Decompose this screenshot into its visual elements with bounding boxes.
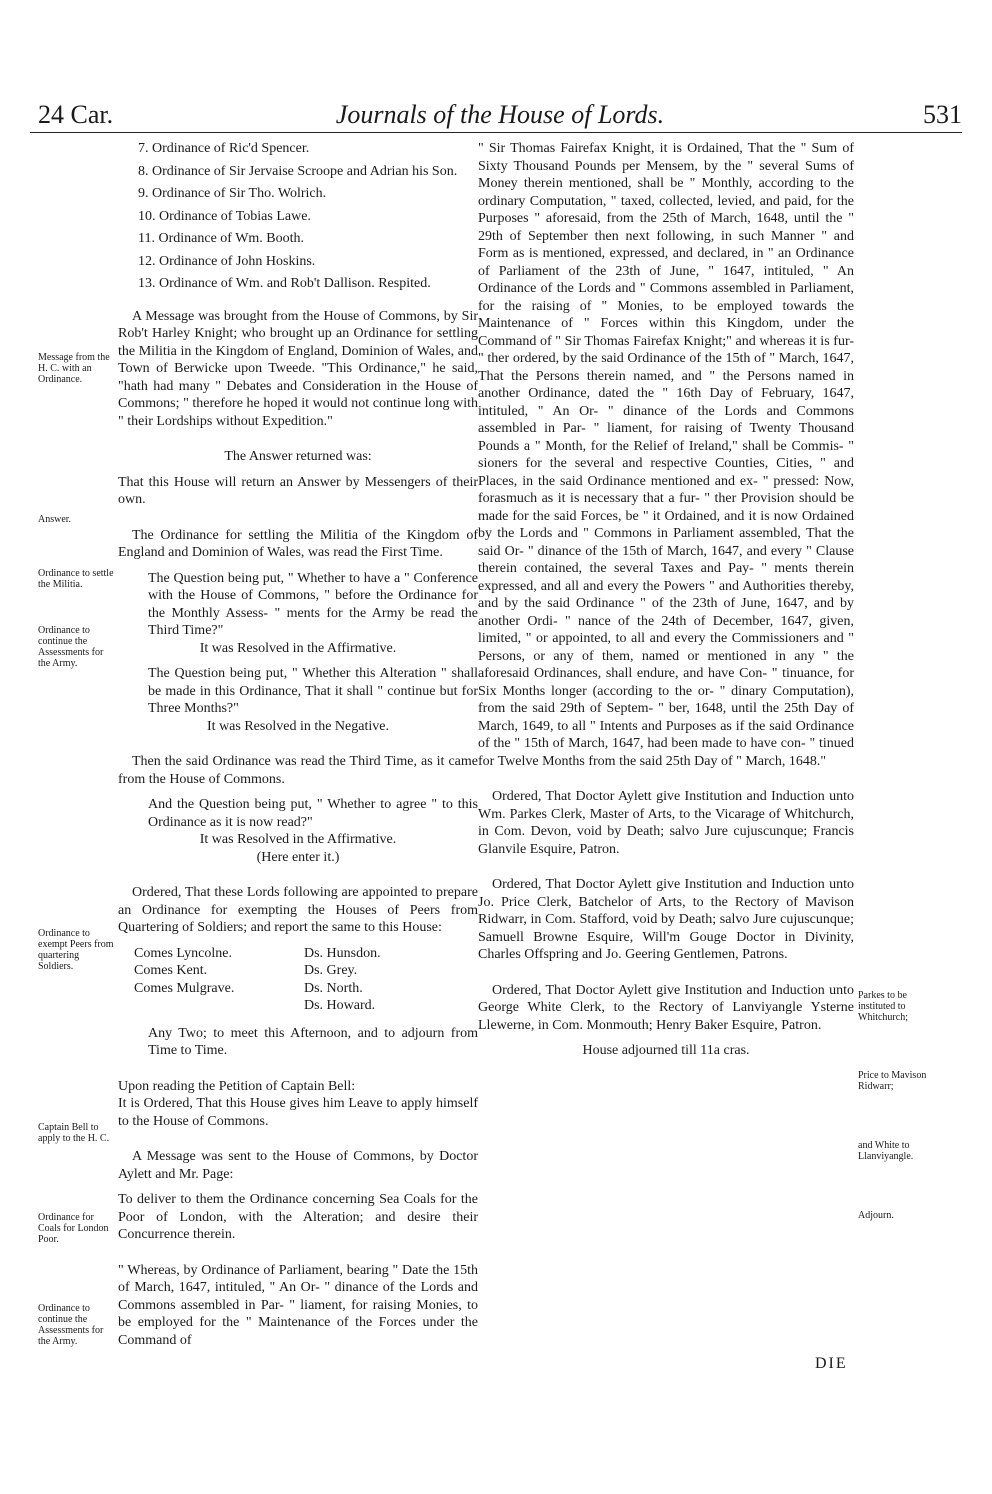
lord-name: Comes Mulgrave. bbox=[134, 980, 235, 996]
lords-list bbox=[134, 945, 478, 1015]
catchword: DIE bbox=[815, 1355, 848, 1372]
margin-note: and White to Llanviyangle. bbox=[858, 1140, 914, 1162]
paragraph: The Ordinance for settling the Militia of the Kingdom of England and Dominion of Wales, was read the First Time. bbox=[118, 527, 478, 560]
list-item: 13. Ordinance of Wm. and Rob't Dallison. Respited. bbox=[138, 276, 431, 291]
paragraph: And the Question being put, " Whether to agree " to this Ordinance as it is now read?" bbox=[148, 797, 478, 830]
paragraph: Ordered, That these Lords following are appointed to prepare an Ordinance for exempting the Houses of Peers from Quartering of Soldiers; and report the same to this House: bbox=[118, 885, 478, 935]
paragraph: It is Ordered, That this House gives him Leave to apply himself to the House of Commons. bbox=[118, 1096, 478, 1129]
margin-note: Ordinance for Coals for London Poor. bbox=[38, 1212, 109, 1245]
paragraph: Then the said Ordinance was read the Third Time, as it came from the House of Commons. bbox=[118, 754, 478, 787]
paragraph: That this House will return an Answer by Messengers of their own. bbox=[118, 474, 478, 507]
paragraph: Ordered, That Doctor Aylett give Institution and Induction unto George White Clerk, to the Rectory of Lanviyangle Ysterne Llewerne, in Com. Monmouth; Henry Baker Esquire, Patron. bbox=[478, 982, 854, 1033]
header-rule bbox=[30, 132, 962, 133]
paragraph: The Question being put, " Whether this Alteration " shall be made in this Ordinance, That it shall " continue but for Three Months?" bbox=[148, 666, 478, 716]
paragraph: " Sir Thomas Fairefax Knight, it is Ordained, That the " Sum of Sixty Thousand Pounds per Mensem, by the " several Sums of Money therein mentioned, shall be " Monthly, according to the ordinary Computation, " taxed, collected, levied, and paid, for the Purposes " aforesaid, from the 25th of March, 1648, until the " 29th of September then next following, in such Manner " and Form as is mentioned, expressed, and declared, in " an Ordinance of Parliament of the 23th of June, " 1647, intituled, " An Ordinance of the Lords and " Commons assembled in Parliament, for the raising of " Monies, to be employed towards the Maintenance of " Forces within this Kingdom, under the Command of " Sir Thomas Fairefax Knight;" and whereas it is fur- " ther ordered, by the said Ordinance of the 15th of " March, 1647, That the Persons therein named, and " the Persons named in another Ordinance, dated the " 16th Day of February, 1647, intituled, " An Or- " dinance of the Lords and Commons assembled in Par- " liament, for raising of Twenty Thousand Pounds a " Month, for the Relief of Ireland," shall be Commis- " sioners for the several and respective Counties, Cities, " and Places, in the said Ordinance mentioned and ex- " pressed: Now, forasmuch as it is necessary that a fur- " ther Provision should be made for the said Forces, be " it Ordained, and it is now Ordained by the Lords and " Commons in Parliament assembled, That the said Or- " dinance of the 15th of March, 1647, and every " Clause therein contained, the several Taxes and Pay- " ments therein expressed, and all and every the Powers " and Authorities thereby, and by the said Ordinance " of the 23th of June, 1647, and by another Ordi- " nance of the 24th of December, 1647, given, limited, " or appointed, to all and every the Commissioners and " Persons, or any of them, named or mentioned in any " the aforesaid Ordinances, shall endure, and have Con- " tinuance, for Six Months longer (according to the or- " dinary Computation), from the said 29th of Septem- " ber, 1648, until the 25th Day of March, 1649, to all " Intents and Purposes as if the said Ordinance of the " 15th of March, 1647, had been made to have con- " tinued for Twelve Months from the said 25th Day of " March, 1648." bbox=[478, 141, 854, 769]
margin-note: Ordinance to continue the Assessments for the Army. bbox=[38, 625, 104, 669]
paragraph: Ordered, That Doctor Aylett give Institution and Induction unto Jo. Price Clerk, Batchelor of Arts, to the Rectory of Mavison Ridwarr, in Com. Stafford, void by Death; salvo Jure cujuscunque; Samuell Browne Esquire, Will'm Gouge Doctor in Divinity, Charles Offspring and Jo. Geering Gentlemen, Patrons. bbox=[478, 877, 854, 962]
running-head-title: Journals of the House of Lords. bbox=[335, 100, 665, 129]
list-item: 11. Ordinance of Wm. Booth. bbox=[138, 231, 305, 246]
paragraph: (Here enter it.) bbox=[256, 849, 340, 865]
margin-note: Price to Mavison Ridwarr; bbox=[858, 1070, 927, 1092]
paragraph: A Message was sent to the House of Commons, by Doctor Aylett and Mr. Page: bbox=[118, 1149, 478, 1182]
list-item: 9. Ordinance of Sir Tho. Wolrich. bbox=[138, 186, 327, 201]
page-number: 531 bbox=[923, 100, 962, 129]
margin-note: Captain Bell to apply to the H. C. bbox=[38, 1122, 110, 1144]
margin-note: Parkes to be instituted to Whitchurch; bbox=[858, 990, 908, 1023]
paragraph: To deliver to them the Ordinance concerning Sea Coals for the Poor of London, with the Alteration; and desire their Concurrence therein. bbox=[118, 1192, 478, 1242]
resolution: It was Resolved in the Negative. bbox=[207, 718, 389, 734]
list-item: 8. Ordinance of Sir Jervaise Scroope and Adrian his Son. bbox=[138, 163, 458, 179]
resolution: It was Resolved in the Affirmative. bbox=[199, 832, 397, 847]
list-item: 7. Ordinance of Ric'd Spencer. bbox=[138, 141, 310, 156]
margin-note: Ordinance to settle the Militia. bbox=[38, 568, 114, 590]
list-item: 10. Ordinance of Tobias Lawe. bbox=[138, 208, 311, 224]
lord-name: Ds. Grey. bbox=[304, 963, 358, 978]
margin-note: Ordinance to continue the Assessments for the Army. bbox=[38, 1303, 104, 1347]
margin-note: Answer. bbox=[38, 514, 72, 525]
lord-name: Ds. Howard. bbox=[304, 998, 376, 1013]
resolution: It was Resolved in the Affirmative. bbox=[199, 640, 397, 656]
left-column bbox=[118, 140, 478, 1357]
list-item: 12. Ordinance of John Hoskins. bbox=[138, 253, 316, 269]
paragraph: " Whereas, by Ordinance of Parliament, bearing " Date the 15th of March, 1647, intituled, " An Or- " dinance of the Lords and Commons assembled in Par- " liament, for raising Monies, to be employed for the " Maintenance of the Forces under the Command of bbox=[118, 1262, 478, 1348]
lord-name: Comes Kent. bbox=[134, 963, 208, 978]
paragraph: Any Two; to meet this Afternoon, and to adjourn from Time to Time. bbox=[148, 1025, 478, 1058]
margin-note: Message from the H. C. with an Ordinance. bbox=[38, 352, 110, 385]
right-column bbox=[478, 140, 854, 1068]
margin-note: Adjourn. bbox=[858, 1210, 894, 1221]
running-head-left: 24 Car. bbox=[38, 100, 114, 129]
paragraph: A Message was brought from the House of Commons, by Sir Rob't Harley Knight; who brought up an Ordinance for settling the Militia in the Kingdom of England, Dominion of Wales, and Town of Berwicke upon Tweede. "This Ordinance," he said, "hath had many " Debates and Consideration in the House of Commons; " therefore he hoped it would not continue long with " their Lordships without Expedition." bbox=[118, 308, 478, 429]
paragraph: The Question being put, " Whether to have a " Conference with the House of Commons, " before the Ordinance for the Monthly Assess- " ments for the Army be read the Third Time?" bbox=[148, 570, 478, 638]
paragraph: Ordered, That Doctor Aylett give Institution and Induction unto Wm. Parkes Clerk, Master of Arts, to the Vicarage of Whitchurch, in Com. Devon, void by Death; salvo Jure cujuscunque; Francis Glanvile Esquire, Patron. bbox=[478, 789, 854, 857]
paragraph: The Answer returned was: bbox=[224, 449, 372, 464]
paragraph: Upon reading the Petition of Captain Bell: bbox=[118, 1078, 356, 1094]
paragraph: House adjourned till 11a cras. bbox=[582, 1043, 750, 1058]
lord-name: Ds. Hunsdon. bbox=[304, 945, 381, 961]
margin-note: Ordinance to exempt Peers from quartering Soldiers. bbox=[38, 928, 114, 972]
lord-name: Comes Lyncolne. bbox=[134, 945, 232, 961]
lord-name: Ds. North. bbox=[304, 980, 363, 996]
